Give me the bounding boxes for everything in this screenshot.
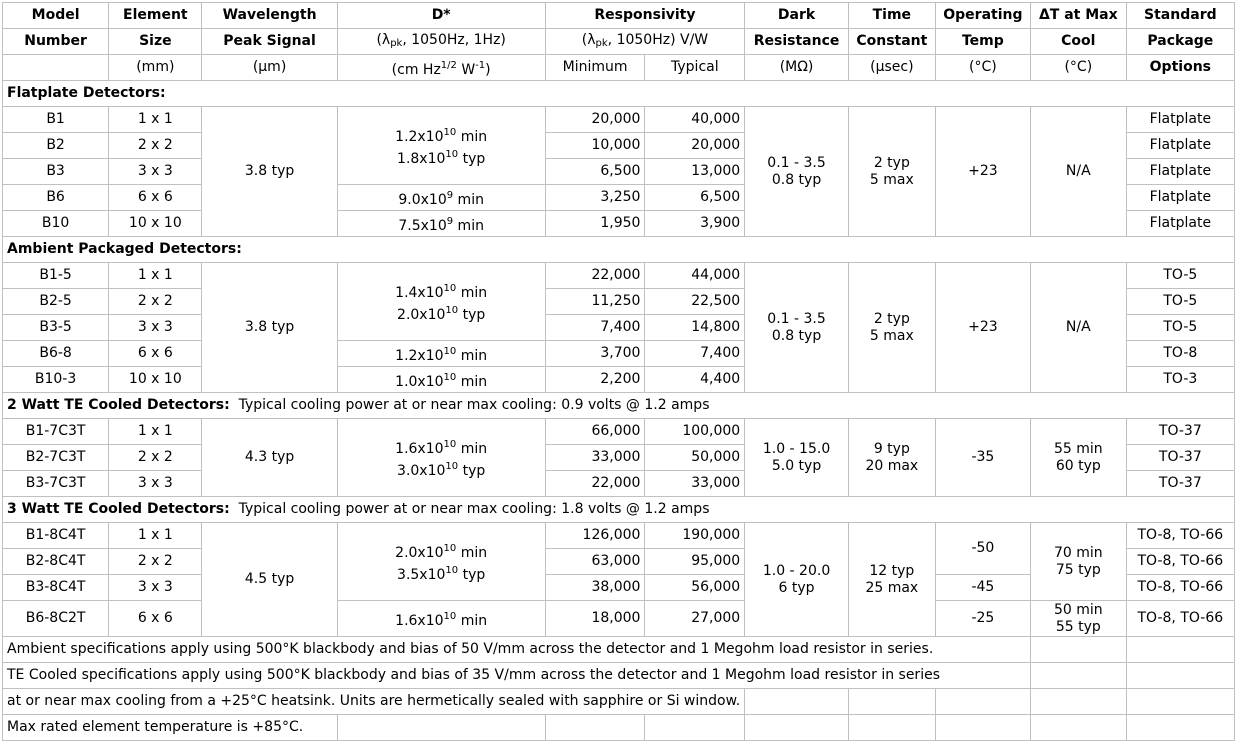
optemp-cell: +23 xyxy=(935,107,1030,237)
package-cell: TO-37 xyxy=(1126,445,1234,471)
package-cell: TO-37 xyxy=(1126,419,1234,445)
wavelength-cell: 3.8 typ xyxy=(202,263,337,393)
resp-min-cell: 7,400 xyxy=(545,315,645,341)
blank-cell xyxy=(1030,663,1126,689)
resp-min-cell: 126,000 xyxy=(545,523,645,549)
model-cell: B3 xyxy=(3,159,109,185)
resp-typ-cell: 4,400 xyxy=(645,367,745,393)
dstar-cell: $2.0x10^{10}$ min $3.5x10^{10}$ typ xyxy=(337,523,545,601)
header-deltat-3: (°C) xyxy=(1030,55,1126,81)
resp-typ-cell: 13,000 xyxy=(645,159,745,185)
header-row-1 xyxy=(3,3,1235,29)
resp-typ-cell: 20,000 xyxy=(645,133,745,159)
header-row-2 xyxy=(3,29,1235,55)
time-constant-cell: 2 typ 5 max xyxy=(848,263,935,393)
resp-typ-cell: 95,000 xyxy=(645,549,745,575)
header-package: Standard xyxy=(1126,3,1234,29)
dstar-cell: $1.0x10^{10}$ min xyxy=(337,367,545,393)
header-deltat-2: Cool xyxy=(1030,29,1126,55)
table-row xyxy=(3,601,1235,637)
resp-typ-cell: 100,000 xyxy=(645,419,745,445)
size-cell: 1 x 1 xyxy=(109,523,202,549)
wavelength-cell: 4.5 typ xyxy=(202,523,337,637)
header-package-3: Options xyxy=(1126,55,1234,81)
dstar-cell: $1.2x10^{10}$ min xyxy=(337,341,545,367)
blank-cell xyxy=(1126,663,1234,689)
footnote: TE Cooled specifications apply using 500°K blackbody and bias of 35 V/mm across the detector and 1 Megohm load resistor in series xyxy=(3,663,1031,689)
header-model-2: Number xyxy=(3,29,109,55)
footnote: Max rated element temperature is +85°C. xyxy=(3,715,338,741)
resp-typ-cell: 40,000 xyxy=(645,107,745,133)
resp-typ-cell: 50,000 xyxy=(645,445,745,471)
header-wavelength-3: (µm) xyxy=(202,55,337,81)
deltat-cell: N/A xyxy=(1030,107,1126,237)
dstar-cell: $9.0x10^9$ min xyxy=(337,185,545,211)
header-row-3 xyxy=(3,55,1235,81)
header-responsivity: Responsivity xyxy=(545,3,745,29)
dark-resistance-cell: 1.0 - 20.0 6 typ xyxy=(745,523,849,637)
blank-cell xyxy=(1030,689,1126,715)
section-header xyxy=(3,393,1235,419)
size-cell: 6 x 6 xyxy=(109,185,202,211)
dstar-cell: $1.2x10^{10}$ min $1.8x10^{10}$ typ xyxy=(337,107,545,185)
dstar-cell: $1.4x10^{10}$ min $2.0x10^{10}$ typ xyxy=(337,263,545,341)
wavelength-cell: 3.8 typ xyxy=(202,107,337,237)
size-cell: 1 x 1 xyxy=(109,263,202,289)
blank-cell xyxy=(1030,715,1126,741)
size-cell: 3 x 3 xyxy=(109,315,202,341)
header-wavelength-2: Peak Signal xyxy=(202,29,337,55)
size-cell: 2 x 2 xyxy=(109,549,202,575)
header-optemp: Operating xyxy=(935,3,1030,29)
size-cell: 10 x 10 xyxy=(109,211,202,237)
optemp-cell: +23 xyxy=(935,263,1030,393)
resp-typ-cell: 14,800 xyxy=(645,315,745,341)
resp-min-cell: 10,000 xyxy=(545,133,645,159)
optemp-cell: -50 xyxy=(935,523,1030,575)
deltat-cell: 70 min 75 typ xyxy=(1030,523,1126,601)
section-header xyxy=(3,497,1235,523)
header-element: Element xyxy=(109,3,202,29)
model-cell: B10 xyxy=(3,211,109,237)
header-dstar: D* xyxy=(337,3,545,29)
resp-typ-cell: 7,400 xyxy=(645,341,745,367)
blank-cell xyxy=(1126,637,1234,663)
resp-min-cell: 1,950 xyxy=(545,211,645,237)
model-cell: B2-7C3T xyxy=(3,445,109,471)
resp-min-cell: 22,000 xyxy=(545,471,645,497)
package-cell: TO-5 xyxy=(1126,263,1234,289)
size-cell: 2 x 2 xyxy=(109,133,202,159)
model-cell: B3-5 xyxy=(3,315,109,341)
resp-typ-cell: 190,000 xyxy=(645,523,745,549)
package-cell: Flatplate xyxy=(1126,133,1234,159)
resp-min-cell: 20,000 xyxy=(545,107,645,133)
model-cell: B6-8C2T xyxy=(3,601,109,637)
resp-min-cell: 33,000 xyxy=(545,445,645,471)
header-dark: Dark xyxy=(745,3,849,29)
section-header xyxy=(3,237,1235,263)
model-cell: B6-8 xyxy=(3,341,109,367)
blank-cell xyxy=(745,689,849,715)
model-cell: B1-8C4T xyxy=(3,523,109,549)
header-dstar-2: ($\lambda_{pk}$, 1050Hz, 1Hz) xyxy=(337,29,545,55)
resp-min-cell: 63,000 xyxy=(545,549,645,575)
model-cell: B3-8C4T xyxy=(3,575,109,601)
size-cell: 2 x 2 xyxy=(109,445,202,471)
blank-cell xyxy=(645,715,745,741)
model-cell: B3-7C3T xyxy=(3,471,109,497)
size-cell: 3 x 3 xyxy=(109,159,202,185)
optemp-cell: -35 xyxy=(935,419,1030,497)
package-cell: Flatplate xyxy=(1126,107,1234,133)
size-cell: 3 x 3 xyxy=(109,471,202,497)
package-cell: TO-8, TO-66 xyxy=(1126,575,1234,601)
package-cell: TO-8, TO-66 xyxy=(1126,549,1234,575)
resp-typ-cell: 27,000 xyxy=(645,601,745,637)
header-optemp-2: Temp xyxy=(935,29,1030,55)
dark-resistance-cell: 0.1 - 3.5 0.8 typ xyxy=(745,107,849,237)
footnote: at or near max cooling from a +25°C heatsink. Units are hermetically sealed with sapphire or Si window. xyxy=(3,689,745,715)
header-dark-3: (MΩ) xyxy=(745,55,849,81)
blank-cell xyxy=(1126,689,1234,715)
deltat-cell: N/A xyxy=(1030,263,1126,393)
deltat-cell: 55 min 60 typ xyxy=(1030,419,1126,497)
package-cell: TO-3 xyxy=(1126,367,1234,393)
section-title-ambient: Ambient Packaged Detectors: xyxy=(3,237,1235,263)
time-constant-cell: 12 typ 25 max xyxy=(848,523,935,637)
resp-typ-cell: 6,500 xyxy=(645,185,745,211)
section-title-2watt: 2 Watt TE Cooled Detectors: Typical cooling power at or near max cooling: 0.9 volts @ 1.2 amps xyxy=(3,393,1235,419)
model-cell: B2 xyxy=(3,133,109,159)
resp-min-cell: 18,000 xyxy=(545,601,645,637)
note-row xyxy=(3,715,1235,741)
detector-spec-table xyxy=(2,2,1235,741)
package-cell: TO-37 xyxy=(1126,471,1234,497)
package-cell: TO-8 xyxy=(1126,341,1234,367)
resp-typ-cell: 22,500 xyxy=(645,289,745,315)
dark-resistance-cell: 1.0 - 15.0 5.0 typ xyxy=(745,419,849,497)
note-row xyxy=(3,663,1235,689)
section-title-flatplate: Flatplate Detectors: xyxy=(3,81,1235,107)
time-constant-cell: 9 typ 20 max xyxy=(848,419,935,497)
package-cell: TO-8, TO-66 xyxy=(1126,601,1234,637)
model-cell: B1-7C3T xyxy=(3,419,109,445)
model-cell: B2-8C4T xyxy=(3,549,109,575)
model-cell: B1-5 xyxy=(3,263,109,289)
model-cell: B1 xyxy=(3,107,109,133)
time-constant-cell: 2 typ 5 max xyxy=(848,107,935,237)
blank-cell xyxy=(1126,715,1234,741)
blank-cell xyxy=(935,715,1030,741)
resp-typ-cell: 56,000 xyxy=(645,575,745,601)
resp-typ-cell: 33,000 xyxy=(645,471,745,497)
header-element-3: (mm) xyxy=(109,55,202,81)
size-cell: 10 x 10 xyxy=(109,367,202,393)
header-model-3 xyxy=(3,55,109,81)
resp-min-cell: 3,700 xyxy=(545,341,645,367)
blank-cell xyxy=(935,689,1030,715)
size-cell: 6 x 6 xyxy=(109,601,202,637)
resp-min-cell: 3,250 xyxy=(545,185,645,211)
resp-min-cell: 66,000 xyxy=(545,419,645,445)
model-cell: B10-3 xyxy=(3,367,109,393)
table-row xyxy=(3,107,1235,133)
note-row xyxy=(3,689,1235,715)
size-cell: 3 x 3 xyxy=(109,575,202,601)
package-cell: TO-5 xyxy=(1126,315,1234,341)
model-cell: B2-5 xyxy=(3,289,109,315)
blank-cell xyxy=(545,715,645,741)
resp-min-cell: 6,500 xyxy=(545,159,645,185)
blank-cell xyxy=(848,715,935,741)
blank-cell xyxy=(337,715,545,741)
dstar-cell: $1.6x10^{10}$ min xyxy=(337,601,545,637)
resp-min-cell: 11,250 xyxy=(545,289,645,315)
note-row xyxy=(3,637,1235,663)
package-cell: TO-8, TO-66 xyxy=(1126,523,1234,549)
table-row xyxy=(3,523,1235,549)
package-cell: Flatplate xyxy=(1126,185,1234,211)
header-resp-min: Minimum xyxy=(545,55,645,81)
header-package-2: Package xyxy=(1126,29,1234,55)
size-cell: 2 x 2 xyxy=(109,289,202,315)
header-deltat: ΔT at Max xyxy=(1030,3,1126,29)
resp-min-cell: 2,200 xyxy=(545,367,645,393)
optemp-cell: -25 xyxy=(935,601,1030,637)
resp-min-cell: 22,000 xyxy=(545,263,645,289)
dstar-cell: $1.6x10^{10}$ min $3.0x10^{10}$ typ xyxy=(337,419,545,497)
footnote: Ambient specifications apply using 500°K blackbody and bias of 50 V/mm across the detector and 1 Megohm load resistor in series. xyxy=(3,637,1031,663)
dstar-cell: $7.5x10^9$ min xyxy=(337,211,545,237)
header-time-3: (µsec) xyxy=(848,55,935,81)
header-element-2: Size xyxy=(109,29,202,55)
section-header xyxy=(3,81,1235,107)
table-row xyxy=(3,263,1235,289)
resp-typ-cell: 44,000 xyxy=(645,263,745,289)
blank-cell xyxy=(745,715,849,741)
resp-typ-cell: 3,900 xyxy=(645,211,745,237)
package-cell: TO-5 xyxy=(1126,289,1234,315)
optemp-cell: -45 xyxy=(935,575,1030,601)
wavelength-cell: 4.3 typ xyxy=(202,419,337,497)
header-optemp-3: (°C) xyxy=(935,55,1030,81)
size-cell: 1 x 1 xyxy=(109,419,202,445)
header-dark-2: Resistance xyxy=(745,29,849,55)
resp-min-cell: 38,000 xyxy=(545,575,645,601)
section-title-3watt: 3 Watt TE Cooled Detectors: Typical cooling power at or near max cooling: 1.8 volts @ 1.2 amps xyxy=(3,497,1235,523)
size-cell: 1 x 1 xyxy=(109,107,202,133)
size-cell: 6 x 6 xyxy=(109,341,202,367)
model-cell: B6 xyxy=(3,185,109,211)
package-cell: Flatplate xyxy=(1126,159,1234,185)
blank-cell xyxy=(1030,637,1126,663)
deltat-cell: 50 min 55 typ xyxy=(1030,601,1126,637)
header-time-2: Constant xyxy=(848,29,935,55)
header-model: Model xyxy=(3,3,109,29)
header-responsivity-2: ($\lambda_{pk}$, 1050Hz) V/W xyxy=(545,29,745,55)
header-dstar-3: (cm $Hz^{1/2}$ $W^{-1}$) xyxy=(337,55,545,81)
table-row xyxy=(3,419,1235,445)
header-time: Time xyxy=(848,3,935,29)
package-cell: Flatplate xyxy=(1126,211,1234,237)
dark-resistance-cell: 0.1 - 3.5 0.8 typ xyxy=(745,263,849,393)
blank-cell xyxy=(848,689,935,715)
header-resp-typ: Typical xyxy=(645,55,745,81)
header-wavelength: Wavelength xyxy=(202,3,337,29)
